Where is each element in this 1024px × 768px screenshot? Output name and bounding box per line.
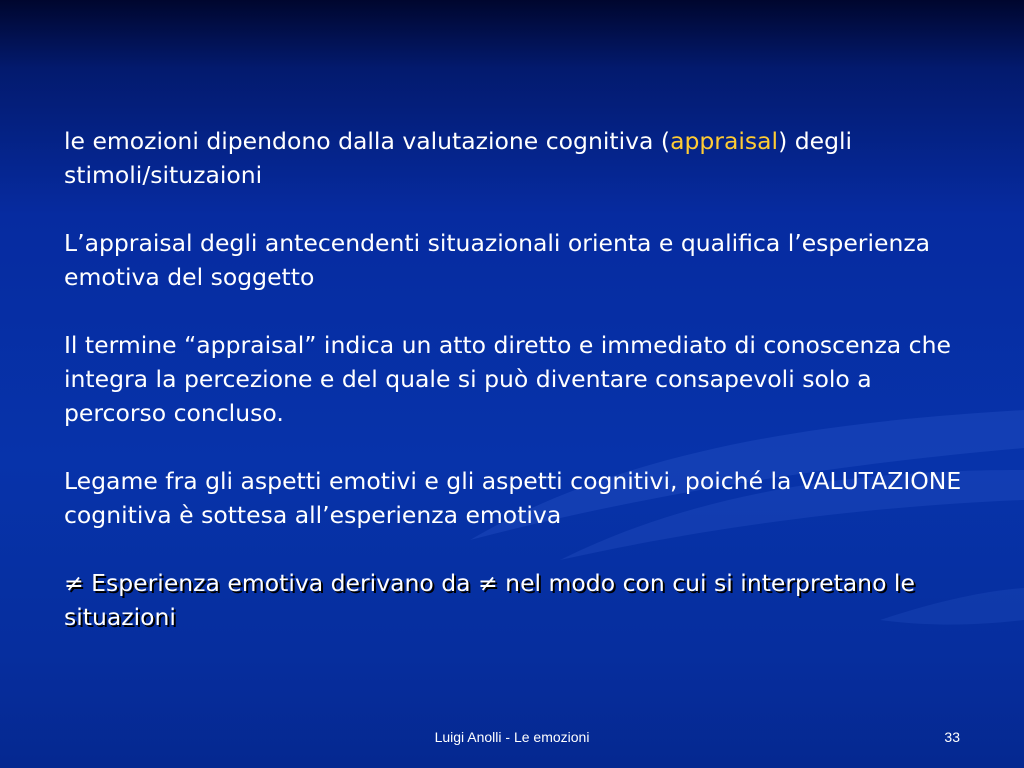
paragraph-1-text-start: le emozioni dipendono dalla valutazione cognitiva ( <box>64 127 671 155</box>
paragraph-emotional-differences: ≠ Esperienza emotiva derivano da ≠ nel modo con cui si interpretano le situazioni <box>64 569 915 631</box>
appraisal-highlight: appraisal <box>670 127 779 155</box>
paragraph-1-text-end: ) degli stimoli/situzaioni <box>64 127 853 189</box>
paragraph-term-appraisal: Il termine “appraisal” indica un atto diretto e immediato di conoscenza che integra la percezione e del quale si può diventare consapevoli solo a percorso concluso. <box>64 331 951 427</box>
page-number: 33 <box>944 729 960 745</box>
slide-body <box>64 124 964 634</box>
paragraph-antecedents: L’appraisal degli antecendenti situazionali orienta e qualifica l’esperienza emotiva del soggetto <box>64 229 931 291</box>
footer-title: Luigi Anolli - Le emozioni <box>434 729 590 745</box>
paragraph-appraisal-definition <box>64 124 964 192</box>
paragraph-emotion-cognition-link: Legame fra gli aspetti emotivi e gli aspetti cognitivi, poiché la VALUTAZIONE cognitiva è sottesa all’esperienza emotiva <box>64 467 962 529</box>
